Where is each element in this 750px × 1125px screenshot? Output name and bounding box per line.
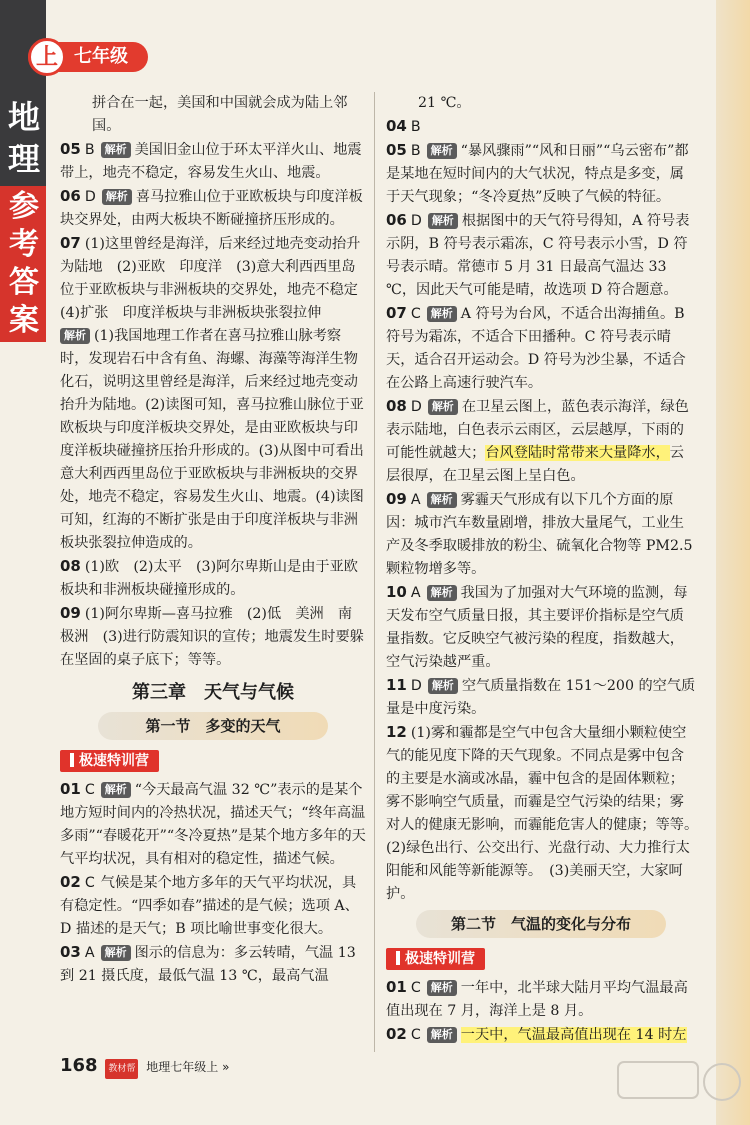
answer-choice: A (84, 945, 95, 961)
answer-choice: C (84, 782, 95, 798)
analysis-text: 云层很厚，在卫星云图上呈白色。 (386, 445, 684, 484)
grade-text: 七年级 (74, 46, 128, 67)
analysis-tag: 解析 (427, 585, 457, 601)
answer-text: (1)欧 (2)太平 (3)阿尔卑斯山是由于亚欧板块和非洲板块碰撞形成的。 (60, 559, 358, 598)
answer-choice: B (410, 119, 421, 135)
analysis-text: 我国为了加强对大气环境的监测，每天发布空气质量日报，其主要评价指标是空气质量指数。它反映空气被污染的程度，指数越大，空气污染越严重。 (386, 585, 688, 670)
answer-item (386, 209, 696, 302)
brand-logo: 教材帮 (105, 1059, 138, 1079)
answer-choice: B (84, 142, 95, 158)
analysis-tag: 解析 (428, 213, 458, 229)
analysis-tag: 解析 (101, 945, 131, 961)
answer-text: (1)这里曾经是海洋，后来经过地壳变动抬升为陆地 (2)亚欧 印度洋 (3)意大利西西里岛位于亚欧板块与非洲板块的交界处，地壳不稳定 (4)扩张 印度洋板块与非洲板块张裂拉伸 (60, 236, 373, 321)
answer-choice: B (410, 143, 421, 159)
section-title: 第一节 多变的天气 (98, 712, 328, 740)
question-number: 01 (60, 780, 81, 798)
page-number: 168 (60, 1055, 98, 1076)
analysis-text: 喜马拉雅山位于亚欧板块与印度洋板块交界处，由两大板块不断碰撞挤压形成的。 (60, 189, 363, 228)
analysis-text: A 符号为台风，不适合出海捕鱼。B 符号为霜冻，不适合下田播种。C 符号表示晴天，适合召开运动会。D 符号为沙尘暴，不适合在公路上高速行驶汽车。 (386, 306, 686, 391)
grade-circle: 上 (28, 38, 66, 76)
analysis-tag: 解析 (101, 782, 131, 798)
analysis-tag: 解析 (427, 1027, 457, 1043)
analysis-tag: 解析 (427, 306, 457, 322)
answer-item (386, 976, 696, 1023)
answer-choice: D (410, 399, 422, 415)
question-number: 08 (386, 397, 407, 415)
column-divider (374, 92, 375, 1052)
question-number: 02 (60, 873, 81, 891)
volume-label: 上 (206, 1060, 219, 1074)
question-number: 10 (386, 583, 407, 601)
arrow-icon: » (222, 1060, 230, 1074)
answer-choice: D (410, 678, 422, 694)
question-number: 05 (386, 141, 407, 159)
question-number: 12 (386, 723, 407, 741)
answer-choice: C (410, 980, 421, 996)
page-edge (716, 0, 750, 1125)
analysis-text: “今天最高气温 32 ℃”表示的是某个地方短时间内的冷热状况，描述天气；“终年高温多雨”“春暖花开”“冬冷夏热”是某个地方多年的天气平均状况，具有相对的稳定性，描述气候。 (60, 782, 366, 867)
answer-choice: C (410, 306, 421, 322)
answer-item (386, 674, 696, 721)
answer-item (386, 395, 696, 488)
question-number: 07 (60, 234, 81, 252)
question-number: 04 (386, 117, 407, 135)
answer-choice: D (84, 189, 96, 205)
analysis-text: 一年中，北半球大陆月平均气温最高值出现在 7 月，海洋上是 8 月。 (386, 980, 688, 1019)
question-number: 08 (60, 557, 81, 575)
answer-text: (1)阿尔卑斯—喜马拉雅 (2)低 美洲 南极洲 (3)进行防震知识的宣传；地震发生时要躲在坚固的桌子底下；等等。 (60, 606, 364, 668)
highlighted-text: 台风登陆时常带来大量降水， (485, 445, 670, 461)
answer-choice: D (410, 213, 422, 229)
answer-item (386, 115, 696, 139)
highlighted-text: 一天中，气温最高值出现在 14 时左 (460, 1027, 687, 1043)
watermark-logo (610, 1050, 750, 1125)
answer-continuation: 拼合在一起，美国和中国就会成为陆上邻国。 (92, 95, 348, 134)
chapter-title: 第三章 天气与气候 (132, 682, 294, 703)
analysis-text: 空气质量指数在 151～200 的空气质量是中度污染。 (386, 678, 696, 717)
analysis-text: 气候是某个地方多年的天气平均状况，具有稳定性。“四季如春”描述的是气候；选项 A、D 描述的是天气；B 项比喻世事变化很大。 (60, 875, 359, 937)
answer-item (60, 941, 366, 988)
question-number: 09 (386, 490, 407, 508)
page-footer (60, 1056, 229, 1079)
left-column (60, 92, 373, 988)
answer-item (386, 581, 696, 674)
section-title: 第二节 气温的变化与分布 (416, 910, 666, 938)
question-number: 09 (60, 604, 81, 622)
training-heading: 极速特训营 (386, 948, 485, 970)
book-title: 地理七年级 (146, 1060, 207, 1074)
question-number: 05 (60, 140, 81, 158)
answer-item (60, 871, 366, 941)
question-number: 01 (386, 978, 407, 996)
analysis-tag: 解析 (101, 142, 131, 158)
answer-item (60, 602, 366, 672)
analysis-tag: 解析 (427, 980, 457, 996)
answer-text: (1)雾和霾都是空气中包含大量细小颗粒使空气的能见度下降的天气现象。不同点是雾中包含的主要是水滴或冰晶，霾中包含的是固体颗粒；雾不影响空气质量，而霾是空气污染的结果；雾对人的健康无影响，而霾能危害人的健康；等等。 (2)绿色出行、公交出行、光盘行动、大力推行太阳能和风能等新能源等。 (3)美丽天空，大家呵护。 (386, 725, 706, 902)
analysis-text: (1)我国地理工作者在喜马拉雅山脉考察时，发现岩石中含有鱼、海螺、海藻等海洋生物化石，说明这里曾经是海洋，后来经过地壳变动抬升为陆地。(2)读图可知，喜马拉雅山脉位于亚欧板块与印度洋板块交界处，是由亚欧板块与印度洋板块碰撞挤压抬升形成的。(3)从图中可看出意大利西西里岛位于亚欧板块与非洲板块的交界处，地壳不稳定，容易发生火山、地震。(4)读图可知，红海的不断扩张是由于印度洋板块与非洲板块张裂拉伸造成的。 (60, 328, 364, 551)
question-number: 03 (60, 943, 81, 961)
answer-item (386, 488, 696, 581)
answer-choice: C (410, 1027, 421, 1043)
analysis-text: 雾霾天气形成有以下几个方面的原因：城市汽车数量剧增，排放大量尾气，工业生产及冬季取暖排放的粉尘、硫氧化合物等 PM2.5 颗粒物增多等。 (386, 492, 693, 577)
subject-label: 地 理 (7, 98, 40, 178)
question-number: 06 (386, 211, 407, 229)
analysis-tag: 解析 (427, 143, 457, 159)
question-number: 07 (386, 304, 407, 322)
answer-item (386, 302, 696, 395)
training-heading: 极速特训营 (60, 750, 159, 772)
analysis-tag: 解析 (60, 328, 90, 344)
analysis-tag: 解析 (427, 492, 457, 508)
answer-choice: A (410, 585, 421, 601)
question-number: 06 (60, 187, 81, 205)
analysis-tag: 解析 (102, 189, 132, 205)
analysis-text: 在卫星云图上，蓝色表示海洋，绿色表示陆地，白色表示云雨区，云层越厚，下雨的可能性就越大； (386, 399, 689, 461)
analysis-text: 美国旧金山位于环太平洋火山、地震带上，地壳不稳定，容易发生火山、地震。 (60, 142, 362, 181)
answer-item (386, 139, 696, 209)
right-column (386, 92, 706, 1047)
answer-item (60, 555, 366, 602)
answer-choice: A (410, 492, 421, 508)
analysis-tag: 解析 (428, 399, 458, 415)
answer-continuation: 21 ℃。 (418, 95, 471, 111)
analysis-text: 根据图中的天气符号得知，A 符号表示阴，B 符号表示霜冻，C 符号表示小雪，D 符号表示晴。常德市 5 月 31 日最高气温达 33 ℃，因此天气可能是晴，故选项 D 符合题意。 (386, 213, 690, 298)
analysis-text: “暴风骤雨”“风和日丽”“乌云密布”都是某地在短时间内的大气状况，特点是多变，属于天气现象；“冬冷夏热”反映了气候的特征。 (386, 143, 689, 205)
answer-item (60, 232, 373, 555)
question-number: 11 (386, 676, 407, 694)
section-label: 参 考 答 案 (9, 189, 39, 338)
answer-item (386, 1023, 696, 1047)
analysis-text: 图示的信息为：多云转晴，气温 13 到 21 摄氏度，最低气温 13 ℃，最高气温 (60, 945, 356, 984)
answer-item (60, 138, 366, 185)
question-number: 02 (386, 1025, 407, 1043)
analysis-tag: 解析 (428, 678, 458, 694)
answer-item (60, 778, 366, 871)
answer-choice: C (84, 875, 95, 891)
answer-item (60, 185, 366, 232)
answer-item (386, 721, 706, 906)
